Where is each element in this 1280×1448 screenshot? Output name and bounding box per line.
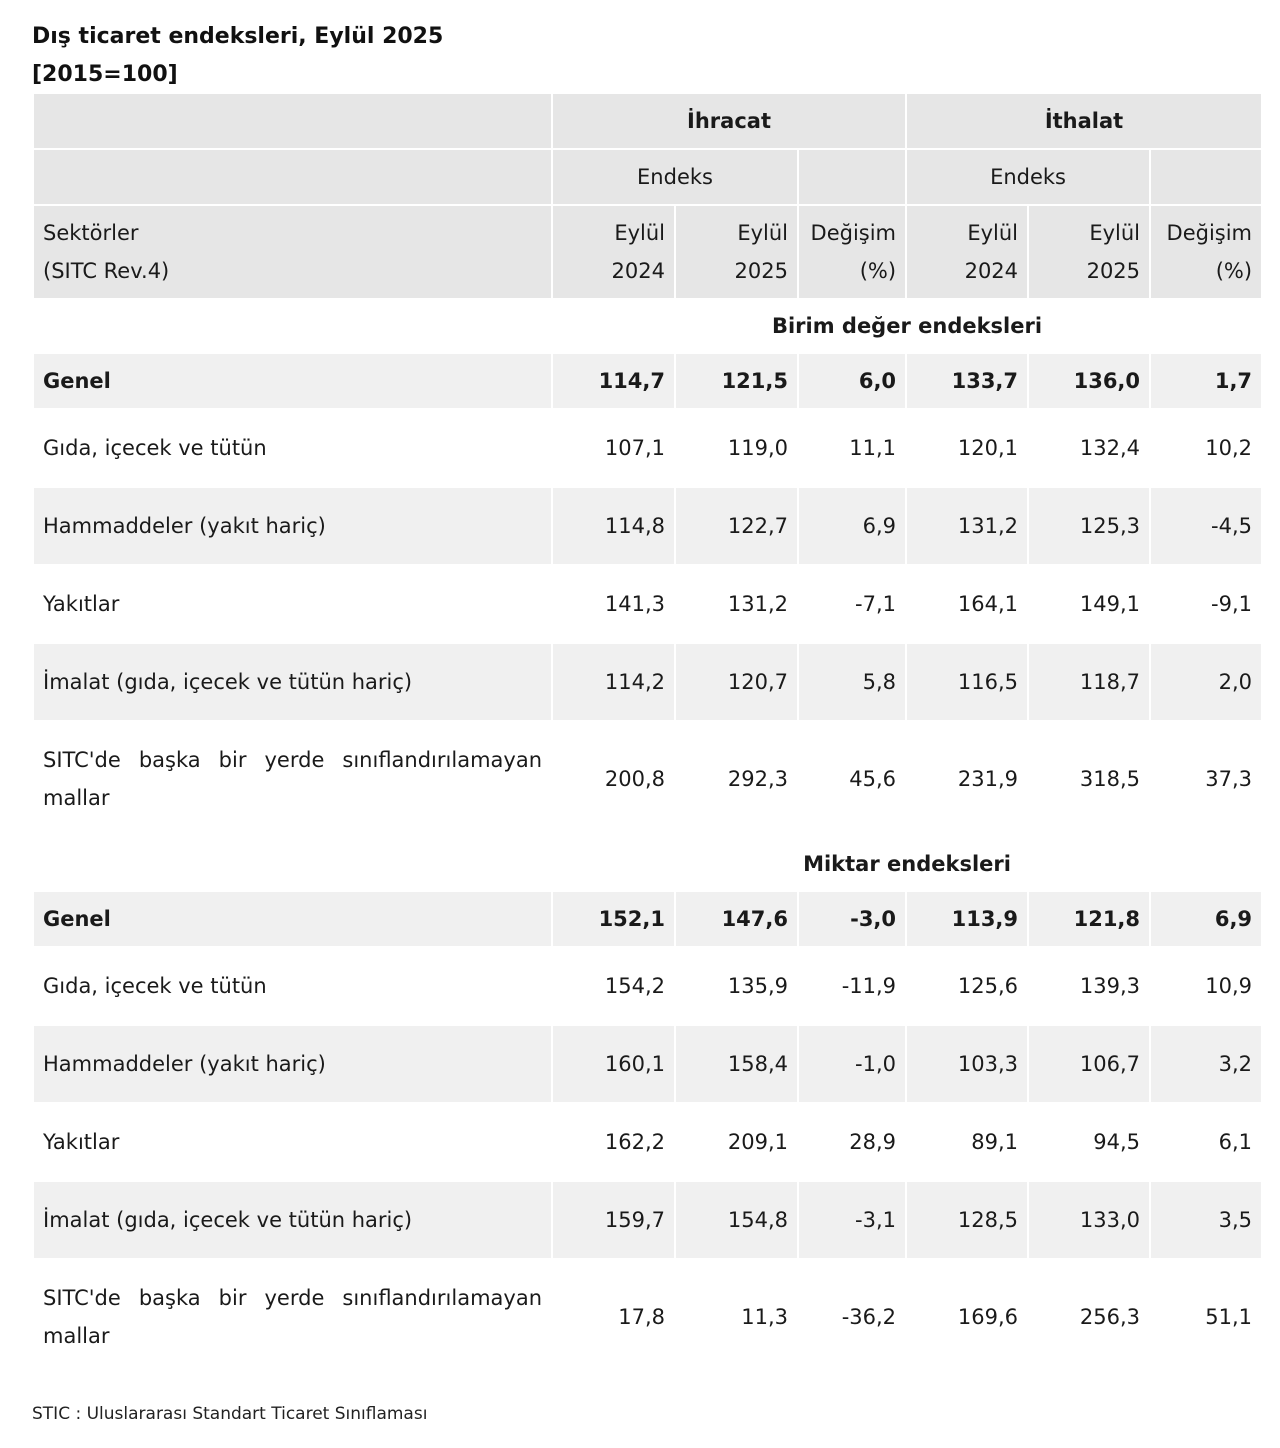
export-change-value: 6,9 <box>798 487 906 565</box>
page-title: Dış ticaret endeksleri, Eylül 2025 <box>32 24 444 49</box>
percent-label: (%) <box>859 259 897 283</box>
export-2025-value: 209,1 <box>675 1103 798 1181</box>
row-label: Hammaddeler (yakıt hariç) <box>33 487 552 565</box>
export-change-value: -3,0 <box>798 891 906 947</box>
export-2024-value: 200,8 <box>552 721 675 837</box>
import-2025-value: 136,0 <box>1028 353 1150 409</box>
export-2024-value: 114,2 <box>552 643 675 721</box>
export-2025-value: 292,3 <box>675 721 798 837</box>
row-label: Yakıtlar <box>33 565 552 643</box>
table-row <box>33 487 1262 565</box>
change-label: Değişim <box>1166 221 1253 245</box>
export-2024-value: 114,8 <box>552 487 675 565</box>
footnote: STIC : Uluslararası Standart Ticaret Sınıflaması <box>32 1404 428 1424</box>
export-2024-value: 159,7 <box>552 1181 675 1259</box>
import-2024-value: 169,6 <box>906 1259 1028 1375</box>
export-2024-value: 141,3 <box>552 565 675 643</box>
import-change-value: 1,7 <box>1150 353 1262 409</box>
header-empty-cell <box>1150 149 1262 205</box>
sector-header-line2: (SITC Rev.4) <box>43 259 170 283</box>
table-title-block <box>32 18 443 94</box>
import-change-value: 3,5 <box>1150 1181 1262 1259</box>
row-label: İmalat (gıda, içecek ve tütün hariç) <box>33 1181 552 1259</box>
export-2024-value: 162,2 <box>552 1103 675 1181</box>
export-change-value: -11,9 <box>798 947 906 1025</box>
import-2024-value: 131,2 <box>906 487 1028 565</box>
year-label: 2024 <box>964 259 1019 283</box>
export-change-header <box>798 205 906 299</box>
export-2024-value: 17,8 <box>552 1259 675 1375</box>
export-2025-value: 11,3 <box>675 1259 798 1375</box>
import-2025-value: 149,1 <box>1028 565 1150 643</box>
import-change-value: 51,1 <box>1150 1259 1262 1375</box>
import-2024-value: 164,1 <box>906 565 1028 643</box>
header-empty-cell <box>33 93 552 149</box>
export-change-value: 28,9 <box>798 1103 906 1181</box>
export-change-value: 11,1 <box>798 409 906 487</box>
row-label: SITC'de başka bir yerde sınıflandırılamayan mallar <box>33 721 552 837</box>
section-empty-cell <box>33 837 552 891</box>
table-row <box>33 721 1262 837</box>
export-2024-header <box>552 205 675 299</box>
import-2025-value: 132,4 <box>1028 409 1150 487</box>
import-change-value: 6,1 <box>1150 1103 1262 1181</box>
import-2024-value: 231,9 <box>906 721 1028 837</box>
import-2024-header <box>906 205 1028 299</box>
export-2024-value: 107,1 <box>552 409 675 487</box>
section-title: Miktar endeksleri <box>552 837 1262 891</box>
import-2024-value: 133,7 <box>906 353 1028 409</box>
section-title-row <box>33 837 1262 891</box>
year-label: 2024 <box>611 259 665 283</box>
change-label: Değişim <box>810 221 897 245</box>
row-label: Yakıtlar <box>33 1103 552 1181</box>
import-change-value: 3,2 <box>1150 1025 1262 1103</box>
export-2024-value: 114,7 <box>552 353 675 409</box>
month-label: Eylül <box>1089 221 1141 245</box>
import-change-header <box>1150 205 1262 299</box>
import-2025-value: 125,3 <box>1028 487 1150 565</box>
export-2024-value: 152,1 <box>552 891 675 947</box>
year-label: 2025 <box>734 259 788 283</box>
table-row <box>33 1181 1262 1259</box>
row-label: Hammaddeler (yakıt hariç) <box>33 1025 552 1103</box>
import-2025-value: 94,5 <box>1028 1103 1150 1181</box>
export-change-value: -1,0 <box>798 1025 906 1103</box>
trade-index-table <box>32 92 1263 1376</box>
import-change-value: 2,0 <box>1150 643 1262 721</box>
import-2025-header <box>1028 205 1150 299</box>
table-row <box>33 565 1262 643</box>
header-empty-cell <box>798 149 906 205</box>
export-change-value: -7,1 <box>798 565 906 643</box>
import-2024-value: 103,3 <box>906 1025 1028 1103</box>
row-label: Genel <box>33 891 552 947</box>
export-change-value: -3,1 <box>798 1181 906 1259</box>
export-change-value: 45,6 <box>798 721 906 837</box>
import-change-value: -4,5 <box>1150 487 1262 565</box>
row-label: Gıda, içecek ve tütün <box>33 947 552 1025</box>
export-2025-value: 120,7 <box>675 643 798 721</box>
genel-row <box>33 353 1262 409</box>
table-row <box>33 1025 1262 1103</box>
row-label: SITC'de başka bir yerde sınıflandırılamayan mallar <box>33 1259 552 1375</box>
row-label: Genel <box>33 353 552 409</box>
import-2024-value: 120,1 <box>906 409 1028 487</box>
row-label: Gıda, içecek ve tütün <box>33 409 552 487</box>
import-2024-value: 113,9 <box>906 891 1028 947</box>
import-2024-value: 89,1 <box>906 1103 1028 1181</box>
import-group-header: İthalat <box>906 93 1262 149</box>
export-change-value: 6,0 <box>798 353 906 409</box>
export-group-header: İhracat <box>552 93 906 149</box>
export-change-value: -36,2 <box>798 1259 906 1375</box>
import-2024-value: 116,5 <box>906 643 1028 721</box>
base-year-note: [2015=100] <box>32 62 178 87</box>
export-2025-value: 121,5 <box>675 353 798 409</box>
section-title: Birim değer endeksleri <box>552 299 1262 353</box>
table-row <box>33 643 1262 721</box>
month-label: Eylül <box>967 221 1019 245</box>
import-change-value: 6,9 <box>1150 891 1262 947</box>
export-2025-value: 158,4 <box>675 1025 798 1103</box>
import-change-value: 10,2 <box>1150 409 1262 487</box>
table-row <box>33 1103 1262 1181</box>
export-2025-value: 122,7 <box>675 487 798 565</box>
table-row <box>33 947 1262 1025</box>
genel-row <box>33 891 1262 947</box>
sector-header-line1: Sektörler <box>43 221 139 245</box>
import-2024-value: 125,6 <box>906 947 1028 1025</box>
year-label: 2025 <box>1086 259 1141 283</box>
export-2025-value: 147,6 <box>675 891 798 947</box>
export-change-value: 5,8 <box>798 643 906 721</box>
export-2025-value: 135,9 <box>675 947 798 1025</box>
import-2025-value: 256,3 <box>1028 1259 1150 1375</box>
import-2025-value: 318,5 <box>1028 721 1150 837</box>
header-empty-cell <box>33 149 552 205</box>
export-2025-value: 154,8 <box>675 1181 798 1259</box>
header-endeks-row <box>33 149 1262 205</box>
import-change-value: 10,9 <box>1150 947 1262 1025</box>
table-row <box>33 409 1262 487</box>
export-endeks-header: Endeks <box>552 149 798 205</box>
import-endeks-header: Endeks <box>906 149 1150 205</box>
table-row <box>33 1259 1262 1375</box>
import-2025-value: 133,0 <box>1028 1181 1150 1259</box>
export-2024-value: 154,2 <box>552 947 675 1025</box>
header-group-row <box>33 93 1262 149</box>
month-label: Eylül <box>737 221 788 245</box>
import-change-value: 37,3 <box>1150 721 1262 837</box>
row-label: İmalat (gıda, içecek ve tütün hariç) <box>33 643 552 721</box>
header-columns-row <box>33 205 1262 299</box>
section-title-row <box>33 299 1262 353</box>
sector-column-header <box>33 205 552 299</box>
section-empty-cell <box>33 299 552 353</box>
import-2025-value: 106,7 <box>1028 1025 1150 1103</box>
month-label: Eylül <box>614 221 665 245</box>
import-change-value: -9,1 <box>1150 565 1262 643</box>
import-2024-value: 128,5 <box>906 1181 1028 1259</box>
import-2025-value: 139,3 <box>1028 947 1150 1025</box>
percent-label: (%) <box>1215 259 1253 283</box>
export-2025-value: 131,2 <box>675 565 798 643</box>
export-2025-value: 119,0 <box>675 409 798 487</box>
import-2025-value: 121,8 <box>1028 891 1150 947</box>
export-2024-value: 160,1 <box>552 1025 675 1103</box>
import-2025-value: 118,7 <box>1028 643 1150 721</box>
export-2025-header <box>675 205 798 299</box>
